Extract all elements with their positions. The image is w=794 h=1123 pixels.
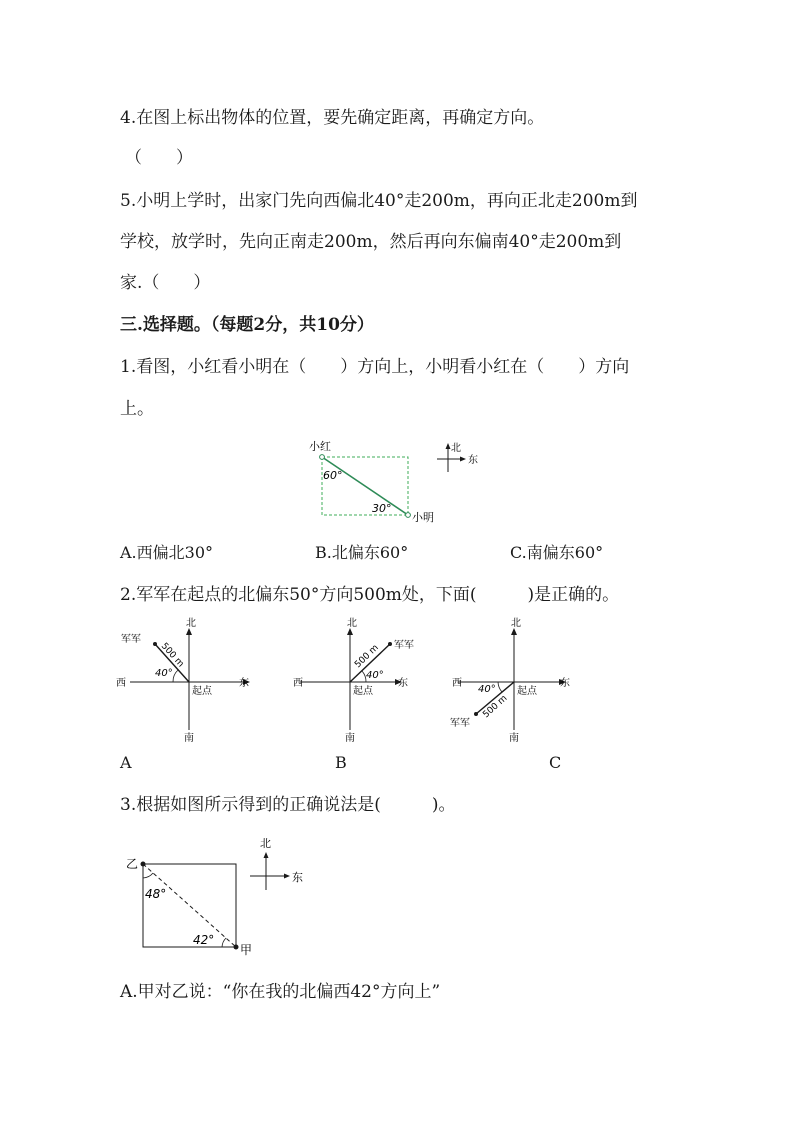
q2-diagram-c <box>446 618 586 744</box>
q1-text-line1: 1.看图，小红看小明在（ ）方向上，小明看小红在（ ）方向 <box>120 357 630 377</box>
q1-point-xiaohong <box>320 455 325 460</box>
q3-compass-east: 东 <box>292 871 303 884</box>
q2c-origin: 起点 <box>517 686 537 697</box>
q2b-west: 西 <box>293 678 303 689</box>
q1-compass-east: 东 <box>468 455 478 466</box>
q2b-angle: 40° <box>366 670 384 681</box>
judge-q4-text: 4.在图上标出物体的位置，要先确定距离，再确定方向。 <box>120 108 545 128</box>
north-arrow-icon <box>347 628 353 635</box>
q1-label-xiaohong: 小红 <box>309 440 331 453</box>
q3-diagonal <box>143 864 236 947</box>
q1-text-line2: 上。 <box>120 399 154 419</box>
q1-angle-top: 60° <box>323 469 343 482</box>
q2b-person: 军军 <box>394 640 414 651</box>
judge-q5-line2: 学校，放学时，先向正南走200m，然后再向东偏南40°走200m到 <box>120 232 622 252</box>
q3-angle-bottom: 42° <box>193 933 215 947</box>
judge-q5-line3: 家.（ ） <box>120 273 211 293</box>
q2-option-a[interactable]: A <box>120 753 132 772</box>
q3-label-yi: 乙 <box>126 857 139 871</box>
q2c-person: 军军 <box>450 718 470 729</box>
section-title: 三.选择题。（每题2分，共10分） <box>120 315 374 335</box>
q2-diagram-b <box>282 618 432 744</box>
q1-compass-north: 北 <box>451 443 461 454</box>
q3-point-yi <box>141 862 146 867</box>
q1-compass <box>437 442 478 472</box>
q2b-east: 东 <box>398 678 408 689</box>
north-arrow-icon <box>511 628 517 635</box>
q2c-north: 北 <box>511 618 521 629</box>
q3-compass <box>250 837 303 890</box>
q1-label-xiaoming: 小明 <box>412 511 434 524</box>
q2-text: 2.军军在起点的北偏东50°方向500m处，下面( )是正确的。 <box>120 585 620 605</box>
q3-compass-north: 北 <box>260 837 271 850</box>
q3-option-a[interactable]: A.甲对乙说：“你在我的北偏西42°方向上” <box>120 982 441 1002</box>
q2-diagram-a <box>116 618 260 744</box>
q1-figure <box>300 434 500 529</box>
q1-option-b[interactable]: B.北偏东60° <box>315 543 409 562</box>
q2b-south: 南 <box>345 733 355 744</box>
q2a-point-junjun <box>153 642 157 646</box>
q1-point-xiaoming <box>406 513 411 518</box>
q3-label-jia: 甲 <box>240 943 253 957</box>
q3-point-jia <box>234 945 239 950</box>
q2a-west: 西 <box>116 678 126 689</box>
q2b-point-junjun <box>388 642 392 646</box>
north-arrow-icon <box>186 628 192 635</box>
east-arrow-icon <box>460 457 466 462</box>
q2a-south: 南 <box>184 733 194 744</box>
q3-text: 3.根据如图所示得到的正确说法是( )。 <box>120 795 456 815</box>
q2c-south: 南 <box>509 733 519 744</box>
q1-angle-bottom: 30° <box>372 502 392 515</box>
q2a-north: 北 <box>186 618 196 629</box>
q2c-east: 东 <box>560 678 570 689</box>
q2b-north: 北 <box>347 618 357 629</box>
q2a-distance: 500 m <box>158 641 186 670</box>
q2a-person: 军军 <box>121 634 141 645</box>
east-arrow-icon <box>284 874 290 879</box>
q2c-distance: 500 m <box>481 693 510 721</box>
q3-figure <box>118 830 318 960</box>
judge-q4-blank[interactable]: （ ） <box>125 148 193 168</box>
q2c-west: 西 <box>452 678 462 689</box>
north-arrow-icon <box>446 443 451 449</box>
q1-diagonal <box>322 457 408 515</box>
q2a-origin: 起点 <box>192 686 212 697</box>
q1-option-c[interactable]: C.南偏东60° <box>510 543 604 562</box>
north-arrow-icon <box>264 852 269 858</box>
q2c-angle: 40° <box>478 684 496 695</box>
q2c-point-junjun <box>474 712 478 716</box>
q2b-origin: 起点 <box>353 686 373 697</box>
q1-option-a[interactable]: A.西偏北30° <box>120 543 214 562</box>
q3-angle-top: 48° <box>145 887 167 901</box>
q2-option-c[interactable]: C <box>549 753 562 772</box>
q2a-east: 东 <box>239 678 249 689</box>
q2-option-b[interactable]: B <box>335 753 347 772</box>
judge-q5-line1: 5.小明上学时，出家门先向西偏北40°走200m，再向正北走200m到 <box>120 191 638 211</box>
q2b-distance: 500 m <box>353 642 381 671</box>
q2a-angle: 40° <box>155 668 173 679</box>
